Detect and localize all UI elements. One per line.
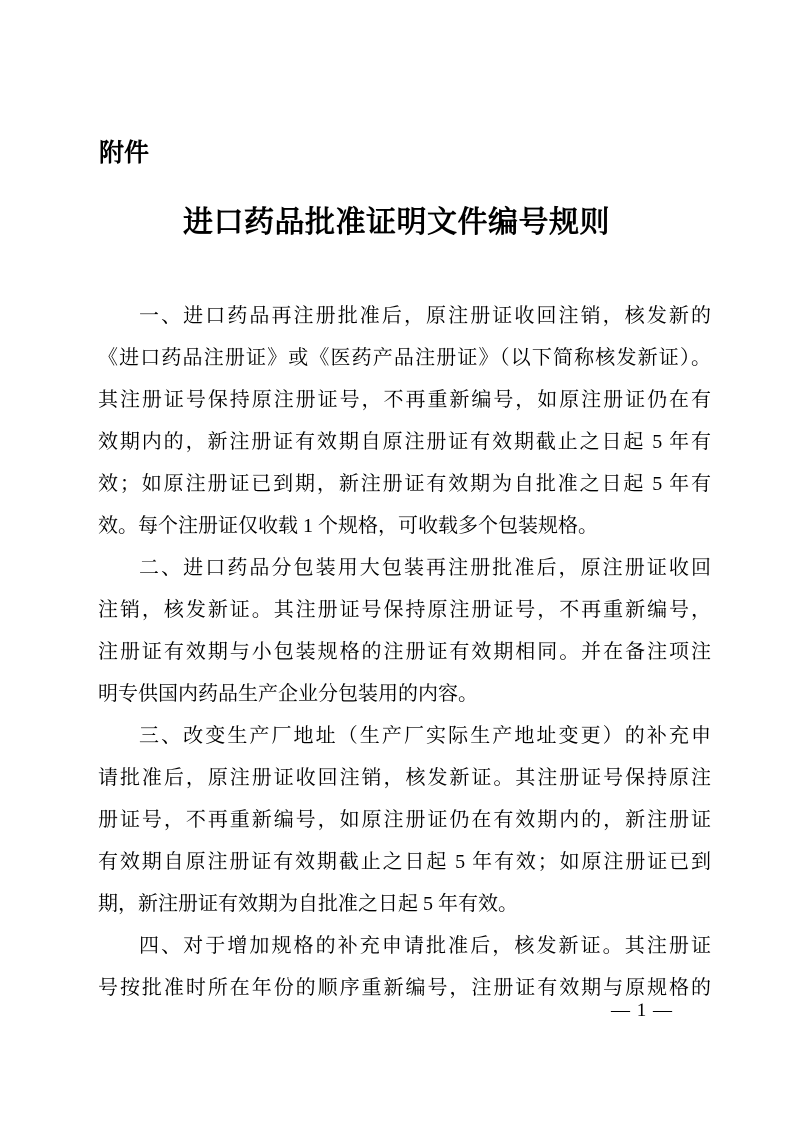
text-line: 册证号，不再重新编号，如原注册证仍在有效期内的，新注册证 — [98, 809, 711, 831]
text-line: 效；如原注册证已到期，新注册证有效期为自批准之日起 5 年有 — [98, 473, 711, 495]
attachment-label: 附件 — [99, 139, 150, 167]
document-body — [98, 295, 711, 1009]
text-line: 注册证有效期与小包装规格的注册证有效期相同。并在备注项注 — [98, 641, 711, 663]
text-line: 效。每个注册证仅收载 1 个规格，可收载多个包装规格。 — [98, 515, 598, 537]
text-line: 四、对于增加规格的补充申请批准后，核发新证。其注册证 — [139, 935, 711, 957]
text-line: 二、进口药品分包装用大包装再注册批准后，原注册证收回 — [139, 557, 711, 579]
text-line: 明专供国内药品生产企业分包装用的内容。 — [98, 683, 478, 705]
text-line: 注销，核发新证。其注册证号保持原注册证号，不再重新编号， — [98, 599, 711, 621]
text-line: 三、改变生产厂地址（生产厂实际生产地址变更）的补充申 — [139, 725, 711, 747]
text-line: 期，新注册证有效期为自批准之日起 5 年有效。 — [98, 893, 518, 915]
text-line: 效期内的，新注册证有效期自原注册证有效期截止之日起 5 年有 — [98, 431, 711, 453]
text-line: 《进口药品注册证》或《医药产品注册证》（以下简称核发新证）。 — [98, 347, 711, 369]
text-line: 其注册证号保持原注册证号，不再重新编号，如原注册证仍在有 — [98, 389, 711, 411]
text-line: 一、进口药品再注册批准后，原注册证收回注销，核发新的 — [139, 305, 711, 327]
text-line: 请批准后，原注册证收回注销，核发新证。其注册证号保持原注 — [98, 767, 711, 789]
text-line: 号按批准时所在年份的顺序重新编号，注册证有效期与原规格的 — [98, 977, 711, 999]
page-title: 进口药品批准证明文件编号规则 — [183, 206, 610, 239]
page-number: — 1 — — [611, 1000, 673, 1021]
text-line: 有效期自原注册证有效期截止之日起 5 年有效；如原注册证已到 — [98, 851, 711, 873]
